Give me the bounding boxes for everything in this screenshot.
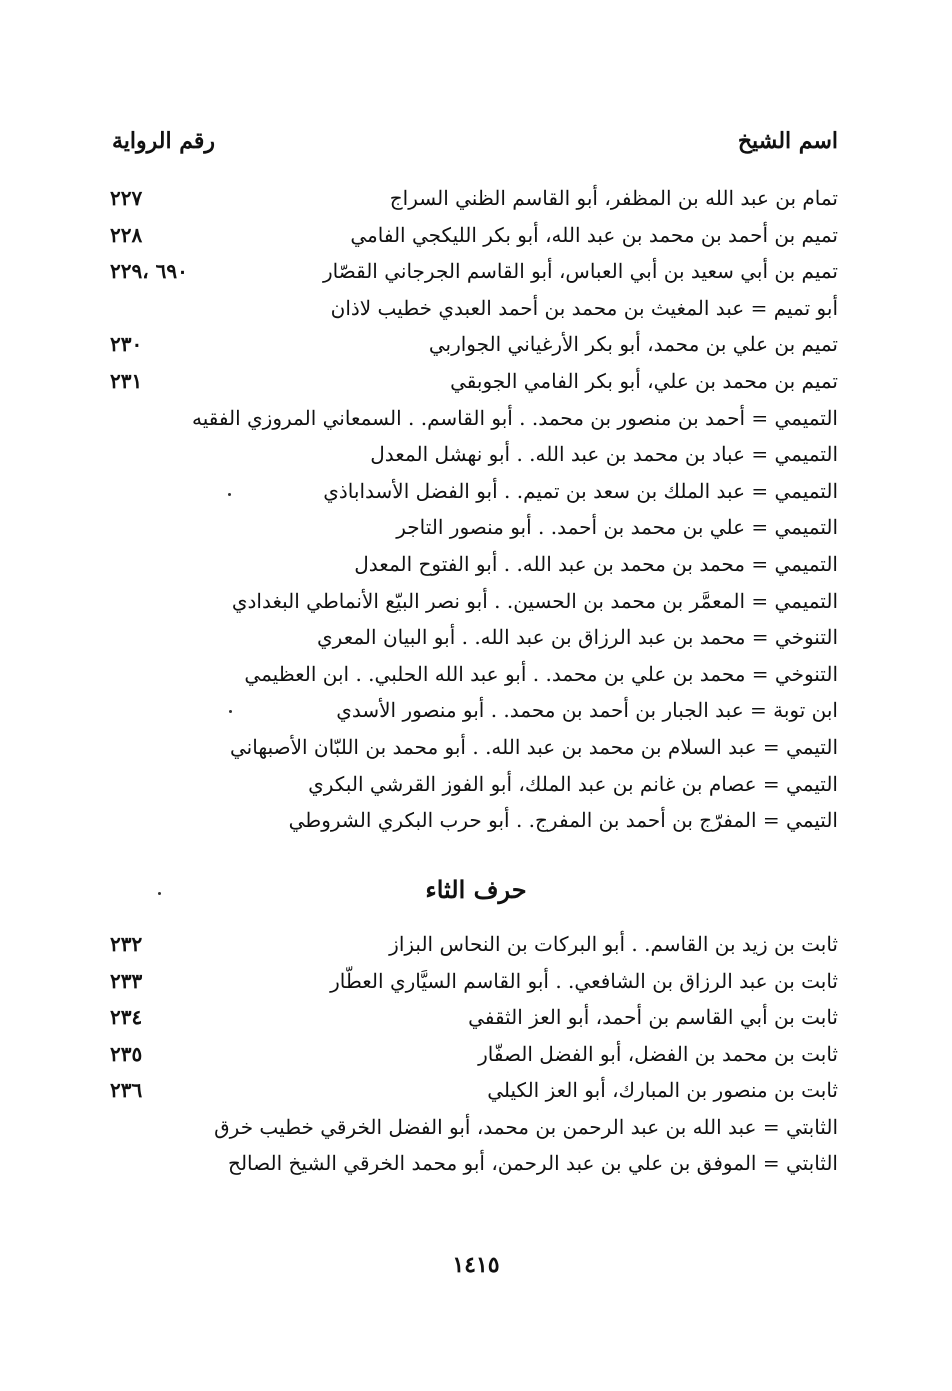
entry-name: التميمي = محمد بن محمد بن عبد الله. . أبو الفتوح المعدل — [354, 552, 838, 576]
entry-name: التميمي = عباد بن محمد بن عبد الله. . أبو نهشل المعدل — [370, 442, 838, 467]
entry-number: ٢٣١ — [110, 369, 143, 393]
scan-speck — [228, 493, 231, 496]
entry-row — [110, 692, 838, 728]
entry-row — [110, 1109, 838, 1145]
column-header-name: اسم الشيخ — [737, 128, 838, 154]
entry-row — [110, 963, 838, 999]
entry-row — [110, 473, 838, 509]
entry-number: ٢٣٠ — [110, 332, 143, 357]
page-number: ١٤١٥ — [452, 1252, 500, 1278]
entry-name: ثابت بن منصور بن المبارك، أبو العز الكيلي — [487, 1078, 838, 1102]
entry-row — [110, 583, 838, 619]
entry-name: التميمي = أحمد بن منصور بن محمد. . أبو القاسم. . السمعاني المروزي الفقيه — [192, 405, 838, 430]
scan-speck — [158, 892, 161, 895]
entry-name: الثابتي = الموفق بن علي بن عبد الرحمن، أبو محمد الخرقي الشيخ الصالح — [228, 1151, 838, 1175]
entry-row — [110, 1036, 838, 1072]
entry-name: تميم بن محمد بن علي، أبو بكر الفامي الجوبقي — [450, 369, 838, 393]
entry-row — [110, 290, 838, 326]
entry-row — [110, 400, 838, 436]
entry-row — [110, 1072, 838, 1108]
entry-name: ثابت بن عبد الرزاق بن الشافعي. . أبو القاسم السيَّاري العطّار — [330, 968, 838, 993]
entry-name: أبو تميم = عبد المغيث بن محمد بن أحمد العبدي خطيب لاذان — [330, 295, 838, 320]
entry-row — [110, 363, 838, 399]
entry-number: ٢٣٣ — [110, 968, 143, 993]
entry-name: التميمي = عبد الملك بن سعد بن تميم. . أبو الفضل الأسداباذي — [323, 478, 838, 503]
entry-number: ٢٣٦ — [110, 1078, 143, 1102]
entry-name: التيمي = عصام بن غانم بن عبد الملك، أبو الفوز القرشي البكري — [308, 771, 838, 796]
entry-row — [110, 436, 838, 472]
entry-row — [110, 1145, 838, 1181]
entry-name: التيمي = المفرّج بن أحمد بن المفرج. . أبو حرب البكري الشروطي — [288, 808, 838, 833]
entry-row — [110, 999, 838, 1035]
column-header-number: رقم الرواية — [112, 128, 216, 154]
entry-name: التميمي = المعمَّر بن محمد بن الحسين. . أبو نصر البيّع الأنماطي البغدادي — [231, 588, 838, 613]
entry-row — [110, 253, 838, 289]
entry-name: تميم بن أحمد بن محمد بن عبد الله، أبو بكر الليكجي الفامي — [350, 222, 838, 247]
entry-row — [110, 619, 838, 655]
entry-name: التنوخي = محمد بن علي بن محمد. . أبو عبد الله الحلبي. . ابن العظيمي — [244, 661, 838, 686]
entry-row — [110, 766, 838, 802]
entry-row — [110, 926, 838, 962]
entry-number: ٦٩٠ ،٢٢٩ — [110, 259, 188, 284]
entry-name: ثابت بن محمد بن الفضل، أبو الفضل الصفّار — [478, 1041, 838, 1066]
entry-name: ثابت بن أبي القاسم بن أحمد، أبو العز الثقفي — [468, 1005, 838, 1029]
scan-speck — [229, 710, 232, 713]
entry-name: ثابت بن زيد بن القاسم. . أبو البركات بن النحاس البزاز — [389, 932, 838, 956]
entry-name: تمام بن عبد الله بن المظفر، أبو القاسم الظني السراج — [389, 186, 838, 210]
section-title: حرف الثاء — [425, 875, 527, 904]
entry-name: التنوخي = محمد بن عبد الرزاق بن عبد الله. . أبو البيان المعري — [317, 625, 838, 650]
entry-row — [110, 217, 838, 253]
entry-number: ٢٣٢ — [110, 932, 143, 956]
entry-row — [110, 509, 838, 545]
entry-number: ٢٢٨ — [110, 222, 143, 247]
entry-number: ٢٣٤ — [110, 1005, 143, 1029]
entry-name: الثابتي = عبد الله بن عبد الرحمن بن محمد، أبو الفضل الخرقي خطيب خرق — [214, 1114, 838, 1139]
entry-row — [110, 180, 838, 216]
entry-row — [110, 656, 838, 692]
entry-name: التيمي = عبد السلام بن محمد بن عبد الله. . أبو محمد بن اللبّان الأصبهاني — [230, 735, 838, 759]
entry-number: ٢٣٥ — [110, 1041, 143, 1066]
entry-row — [110, 326, 838, 362]
entry-row — [110, 546, 838, 582]
entry-name: تميم بن أبي سعيد بن أبي العباس، أبو القاسم الجرجاني القصّار — [323, 259, 838, 284]
entry-name: التميمي = علي بن محمد بن أحمد. . أبو منصور التاجر — [396, 515, 838, 540]
entry-row — [110, 729, 838, 765]
entry-name: ابن توبة = عبد الجبار بن أحمد بن محمد. . أبو منصور الأسدي — [336, 698, 838, 723]
entry-row — [110, 802, 838, 838]
entry-name: تميم بن علي بن محمد، أبو بكر الأرغياني الجواربي — [428, 332, 838, 357]
entry-number: ٢٢٧ — [110, 186, 143, 210]
